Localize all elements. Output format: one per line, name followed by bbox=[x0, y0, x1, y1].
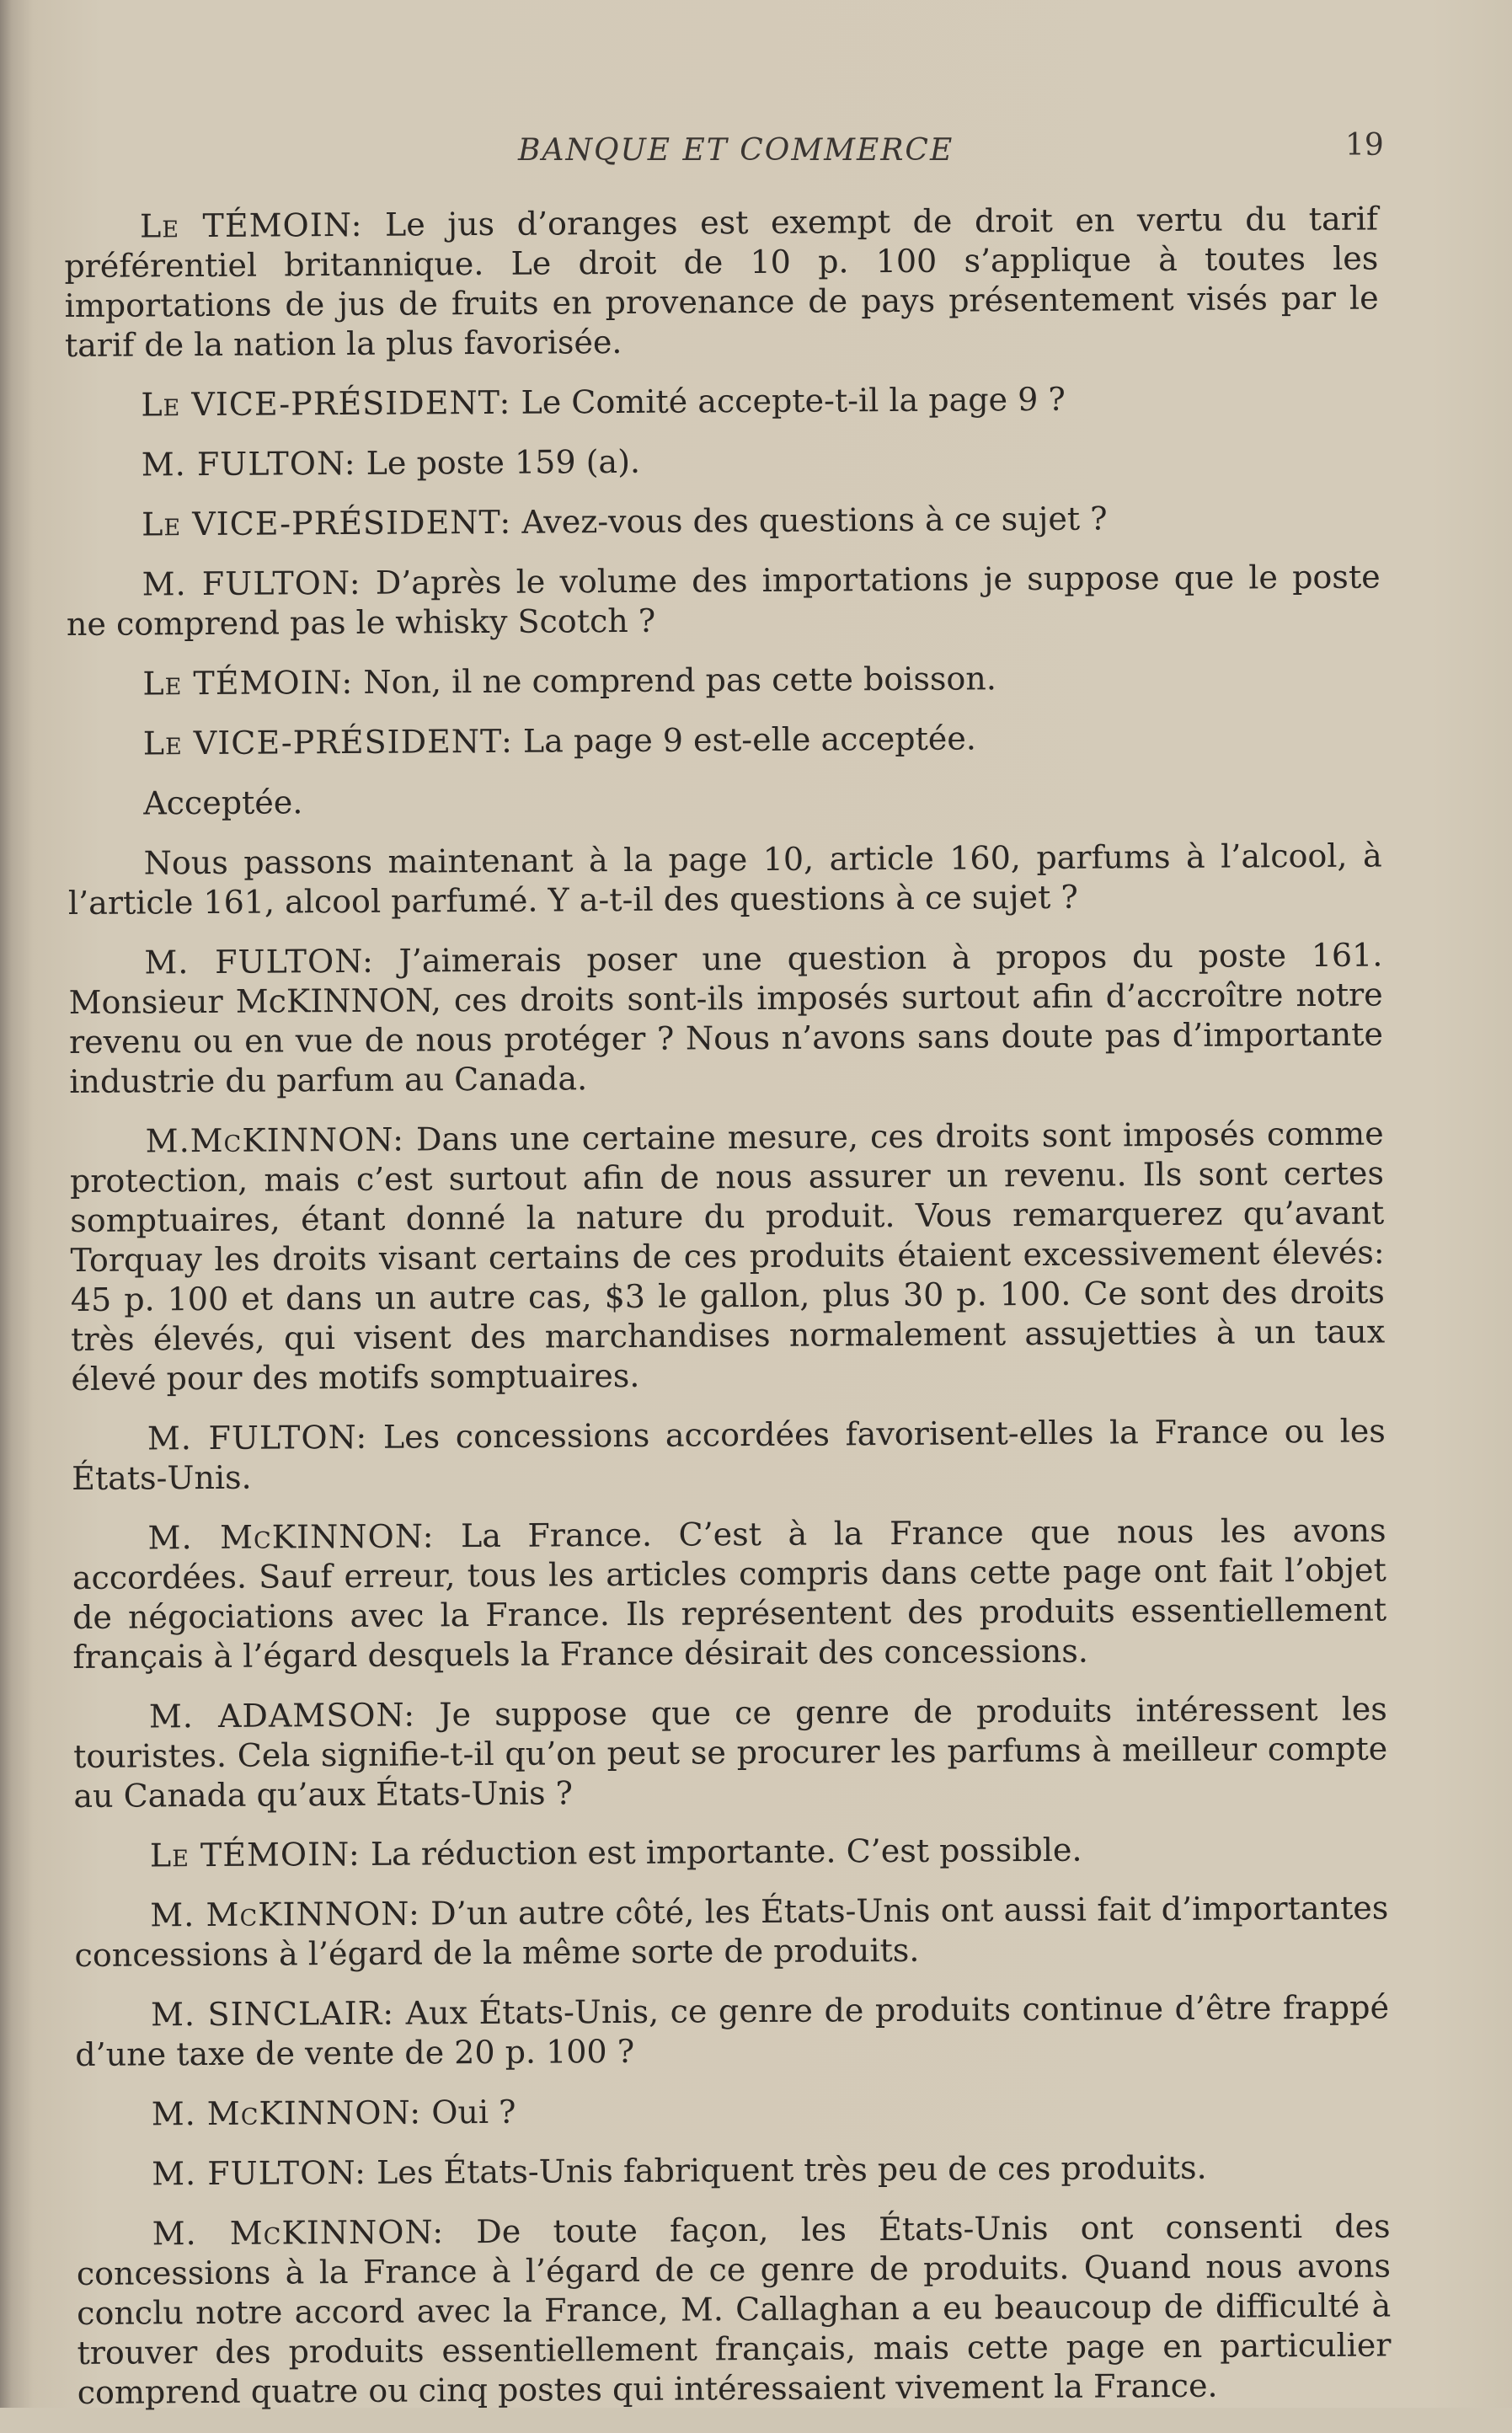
paragraph bbox=[68, 935, 1383, 1102]
speaker-label: M. FULTON: bbox=[147, 1419, 368, 1457]
paragraph-text: J’aimerais poser une question à propos du poste 161. Monsieur McKINNON, ces droits sont-ils imposés surtout afin d’accroître notre revenu ou en vue de nous protéger ? Nous n’avons sans doute pas d’importante industrie du parfum au Canada. bbox=[69, 936, 1384, 1100]
body-text bbox=[64, 199, 1392, 2432]
paragraph-text: Non, il ne comprend pas cette boisson. bbox=[363, 660, 996, 701]
paragraph bbox=[72, 1411, 1386, 1499]
speaker-label: M. SINCLAIR: bbox=[151, 1995, 394, 2034]
speaker-label: M. McKINNON: bbox=[152, 2213, 444, 2252]
paragraph bbox=[66, 437, 1380, 485]
paragraph bbox=[72, 1511, 1386, 1677]
paragraph-text: Aux États-Unis, ce genre de produits continue d’être frappé d’une taxe de vente de 20 p. 100 ? bbox=[75, 1988, 1389, 2073]
speaker-label: M. FULTON: bbox=[142, 564, 361, 603]
paragraph bbox=[68, 836, 1383, 923]
paragraph-text: Le poste 159 (a). bbox=[366, 443, 641, 482]
speaker-label: Le VICE-PRÉSIDENT: bbox=[143, 723, 513, 762]
speaker-label: Le VICE-PRÉSIDENT: bbox=[142, 504, 511, 543]
paragraph bbox=[76, 2206, 1391, 2413]
page-number: 19 bbox=[1345, 128, 1384, 163]
speaker-label: M. McKINNON: bbox=[147, 1517, 434, 1556]
paragraph-text: La réduction est importante. C’est possible. bbox=[371, 1831, 1082, 1873]
page-header bbox=[0, 133, 1512, 175]
paragraph-text: La France. C’est à la France que nous les avons accordées. Sauf erreur, tous les articles compris dans cette page ont fait l’objet de négociations avec la France. Ils représentent des produits essentiellement français à l’égard desquels la France désirait des concessions. bbox=[72, 1511, 1387, 1676]
paragraph-text: De toute façon, les États-Unis ont consenti des concessions à la France à l’égard de ce genre de produits. Quand nous avons conclu notre accord avec la France, M. Callaghan a eu beaucoup de difficulté à trouver des produits essentiellement français, mais cette page en particulier comprend quatre ou cinq postes qui intéressaient vivement la France. bbox=[77, 2207, 1392, 2411]
paragraph bbox=[73, 1689, 1388, 1816]
speaker-label: Le VICE-PRÉSIDENT: bbox=[141, 384, 510, 424]
paragraph-text: Je suppose que ce genre de produits intéressent les touristes. Cela signifie-t-il qu’on peut se procurer les parfums à meilleur compte au Canada qu’aux États-Unis ? bbox=[73, 1690, 1387, 1815]
paragraph-text: Nous passons maintenant à la page 10, article 160, parfums à l’alcool, à l’article 161, alcool parfumé. Y a-t-il des questions à ce sujet ? bbox=[68, 837, 1382, 922]
paragraph-text: Acceptée. bbox=[143, 783, 302, 821]
paragraph bbox=[67, 776, 1381, 824]
speaker-label: Le TÉMOIN: bbox=[142, 664, 353, 703]
paragraph bbox=[76, 2087, 1390, 2135]
speaker-label: M. FULTON: bbox=[144, 943, 374, 981]
paragraph-text: Le jus d’oranges est exempt de droit en vertu du tarif préférentiel britannique. Le droit de 10 p. 100 s’applique à toutes les importations de jus de fruits en provenance de pays présentement visés par le tarif de la nation la plus favorisée. bbox=[64, 200, 1379, 364]
paragraph bbox=[67, 656, 1381, 704]
paragraph bbox=[74, 1888, 1389, 1976]
speaker-label: M. McKINNON: bbox=[150, 1895, 420, 1933]
paragraph bbox=[70, 1114, 1386, 1399]
speaker-label: Le TÉMOIN: bbox=[140, 206, 363, 245]
paragraph bbox=[76, 2147, 1390, 2195]
paragraph-text: D’après le volume des importations je suppose que le poste ne comprend pas le whisky Scotch ? bbox=[67, 558, 1381, 643]
paragraph-text: Dans une certaine mesure, ces droits sont imposés comme protection, mais c’est surtout afin de nous assurer un revenu. Ils sont certes somptuaires, étant donné la nature du produit. Vous remarquerez qu’avant Torquay les droits visant certains de ces produits étaient excessivement élevés: 45 p. 100 et dans un autre cas, $3 le gallon, plus 30 p. 100. Ce sont des droits très élevés, qui visent des marchandises normalement assujetties à un taux élevé pour des motifs somptuaires. bbox=[70, 1115, 1385, 1398]
paragraph-text: Le Comité accepte-t-il la page 9 ? bbox=[521, 381, 1066, 421]
paragraph bbox=[64, 199, 1379, 366]
speaker-label: M.McKINNON: bbox=[146, 1121, 405, 1160]
paragraph-text: Oui ? bbox=[431, 2093, 516, 2131]
paragraph bbox=[66, 497, 1380, 545]
paragraph-text: Avez-vous des questions à ce sujet ? bbox=[521, 500, 1107, 540]
paragraph bbox=[74, 1828, 1388, 1876]
paragraph-text: La page 9 est-elle acceptée. bbox=[523, 719, 976, 759]
paragraph-text: Les concessions accordées favorisent-elles la France ou les États-Unis. bbox=[72, 1412, 1386, 1497]
paragraph bbox=[67, 557, 1381, 644]
speaker-label: M. FULTON: bbox=[152, 2154, 366, 2193]
speaker-label: M. McKINNON: bbox=[152, 2093, 422, 2132]
paragraph bbox=[75, 1987, 1390, 2075]
running-title: BANQUE ET COMMERCE bbox=[518, 133, 954, 168]
paragraph bbox=[67, 716, 1381, 764]
speaker-label: Le TÉMOIN: bbox=[150, 1836, 361, 1874]
paragraph-text: D’un autre côté, les États-Unis ont aussi fait d’importantes concessions à l’égard de la même sorte de produits. bbox=[74, 1889, 1388, 1974]
paragraph bbox=[65, 377, 1379, 425]
speaker-label: M. FULTON: bbox=[142, 445, 356, 484]
paragraph-text: Les États-Unis fabriquent très peu de ces produits. bbox=[377, 2149, 1207, 2191]
speaker-label: M. ADAMSON: bbox=[149, 1697, 416, 1735]
